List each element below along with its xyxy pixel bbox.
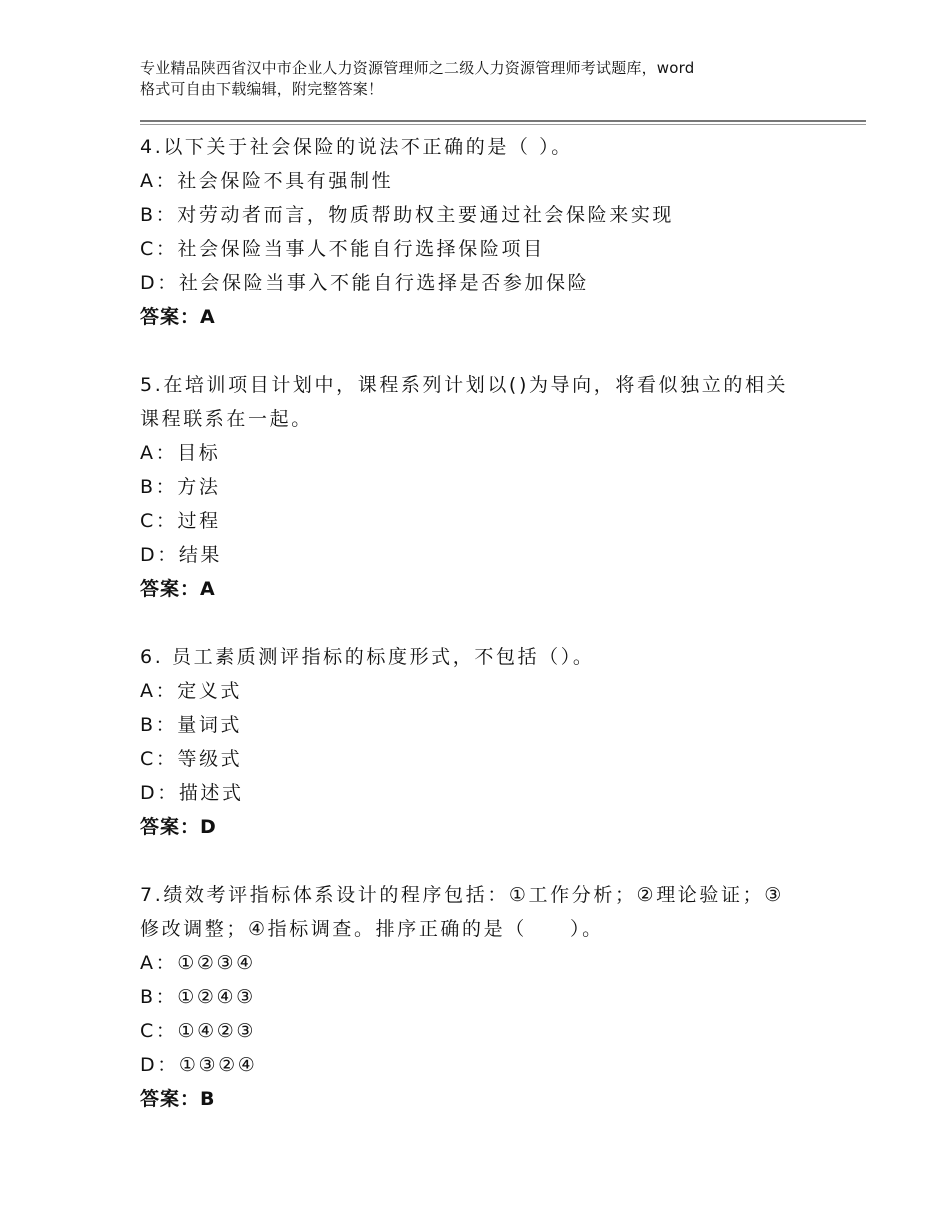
question-stem-continued: 课程联系在一起。 (140, 408, 313, 430)
answer-label: 答案：A (140, 578, 216, 600)
question-4 (140, 130, 820, 334)
answer-label: 答案：A (140, 306, 216, 328)
option-c: C：等级式 (140, 748, 243, 770)
question-6 (140, 640, 820, 844)
header-divider-thin (140, 124, 866, 125)
question-stem-continued: 修改调整；④指标调查。排序正确的是（ ）。 (140, 918, 604, 940)
option-b: B：①②④③ (140, 986, 256, 1008)
option-b: B：方法 (140, 476, 221, 498)
option-b: B：对劳动者而言，物质帮助权主要通过社会保险来实现 (140, 204, 675, 226)
question-7 (140, 878, 820, 1116)
option-d: D：①③②④ (140, 1054, 258, 1076)
option-b: B：量词式 (140, 714, 243, 736)
option-c: C：社会保险当事人不能自行选择保险项目 (140, 238, 545, 260)
question-stem: 7.绩效考评指标体系设计的程序包括：①工作分析；②理论验证；③ (140, 884, 784, 906)
question-5 (140, 368, 820, 606)
question-stem: 5.在培训项目计划中，课程系列计划以()为导向，将看似独立的相关 (140, 374, 789, 396)
document-header (140, 58, 830, 100)
option-a: A：定义式 (140, 680, 242, 702)
option-d: D：描述式 (140, 782, 244, 804)
answer-label: 答案：D (140, 816, 217, 838)
question-stem: 4.以下关于社会保险的说法不正确的是（ ）。 (140, 136, 573, 158)
header-line-1: 专业精品陕西省汉中市企业人力资源管理师之二级人力资源管理师考试题库，word (140, 59, 695, 77)
question-spacer (140, 844, 820, 878)
question-stem: 6. 员工素质测评指标的标度形式，不包括（）。 (140, 646, 595, 668)
answer-label: 答案：B (140, 1088, 216, 1110)
header-divider-thick (140, 120, 866, 122)
option-d: D：社会保险当事入不能自行选择是否参加保险 (140, 272, 590, 294)
option-d: D：结果 (140, 544, 223, 566)
question-spacer (140, 334, 820, 368)
option-a: A：目标 (140, 442, 221, 464)
question-spacer (140, 606, 820, 640)
option-c: C：过程 (140, 510, 221, 532)
option-c: C：①④②③ (140, 1020, 256, 1042)
option-a: A：①②③④ (140, 952, 256, 974)
option-a: A：社会保险不具有强制性 (140, 170, 394, 192)
question-list (140, 130, 820, 1116)
header-line-2: 格式可自由下载编辑，附完整答案！ (140, 80, 384, 98)
